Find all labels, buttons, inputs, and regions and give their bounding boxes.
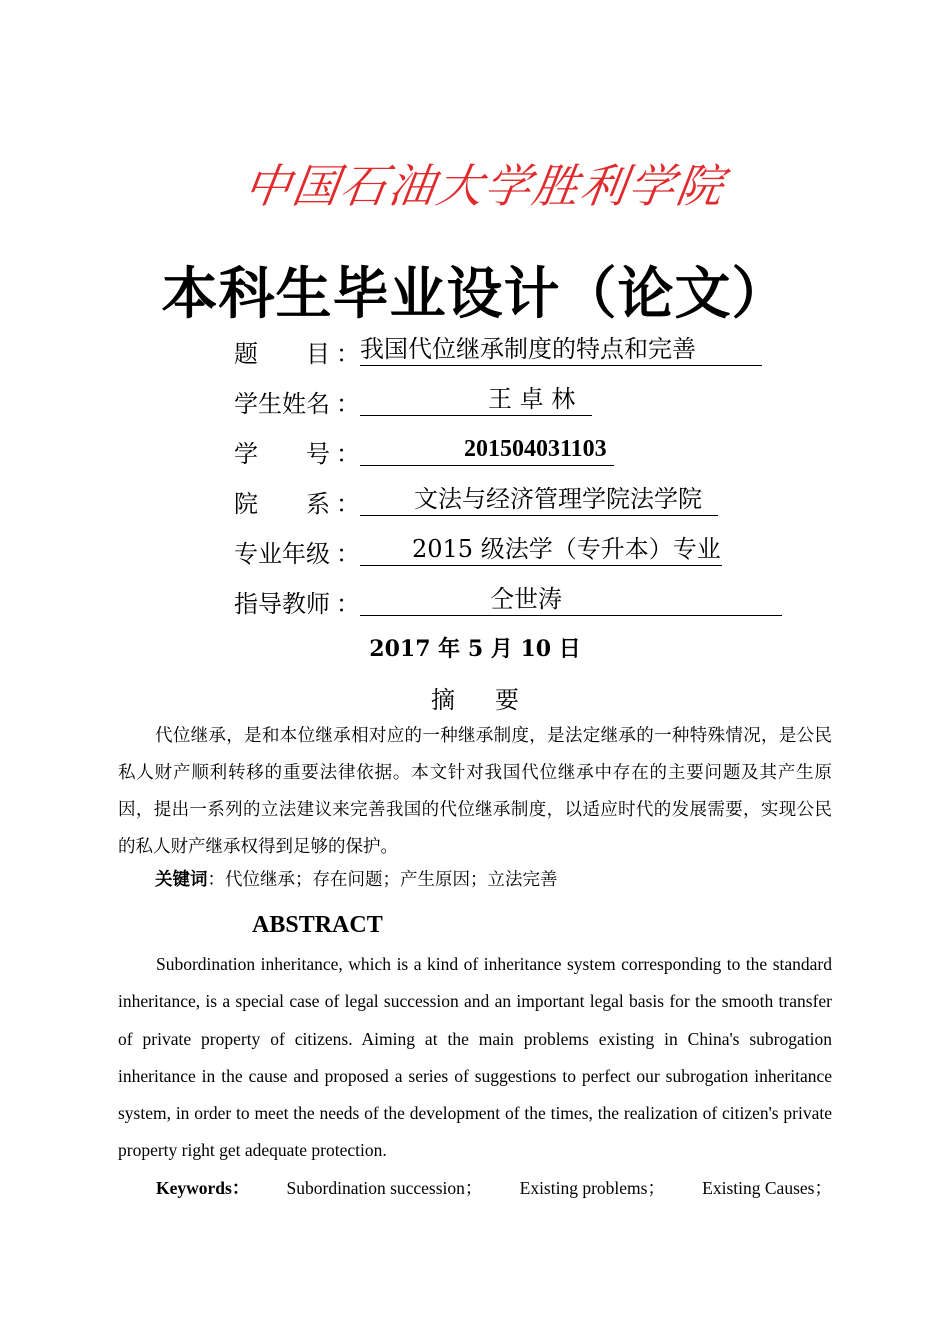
- field-advisor-value: 仝世涛: [490, 585, 562, 613]
- keywords-en-item: Subordination succession；: [286, 1178, 483, 1198]
- abstract-cn-heading: 摘要: [431, 686, 559, 714]
- field-dept-value: 文法与经济管理学院法学院: [414, 485, 702, 513]
- keywords-cn-label: 关键词: [155, 870, 208, 890]
- field-colon: ：: [336, 390, 360, 418]
- keywords-en: [156, 1175, 832, 1200]
- field-student-value: 王 卓 林: [488, 385, 576, 413]
- abstract-cn-body: 代位继承，是和本位继承相对应的一种继承制度，是法定继承的一种特殊情况，是公民私人财产顺利转移的重要法律依据。本文针对我国代位继承中存在的主要问题及其产生原因，提出一系列的立法建议来完善我国的代位继承制度，以适应时代的发展需要，实现公民的私人财产继承权得到足够的保护。: [118, 726, 832, 857]
- field-advisor-label: 指导教师: [234, 590, 330, 618]
- field-advisor-value-line: [360, 584, 782, 616]
- field-major-value: 2015 级法学（专升本）专业: [412, 535, 721, 563]
- keywords-en-item: Existing Causes；: [702, 1178, 832, 1198]
- page-title: 本科生毕业设计（论文）: [161, 261, 789, 327]
- abstract-en-body: Subordination inheritance, which is a kind of inheritance system corresponding to the standard inheritance, is a special case of legal succession and an important legal basis for the smooth transfer of private property of citizens. Aiming at the main problems existing in China's subrogation inheritance in the cause and proposed a series of suggestions to perfect our subrogation inheritance system, in order to meet the needs of the development of the times, the realization of citizen's private property right get adequate protection.: [118, 954, 832, 1161]
- field-dept-label: 院 系: [234, 490, 330, 518]
- university-logo-text: 中国石油大学胜利学院: [240, 159, 729, 213]
- field-colon: ：: [336, 340, 360, 368]
- keywords-cn-values: 代位继承；存在问题；产生原因；立法完善: [225, 870, 558, 890]
- keywords-en-label: Keywords：: [156, 1178, 250, 1198]
- field-dept-value-line: [360, 484, 718, 516]
- field-colon: ：: [336, 490, 360, 518]
- field-student-no-value-line: [360, 434, 614, 466]
- field-topic-value-line: [360, 334, 762, 366]
- field-student-no-value: 201504031103: [464, 436, 607, 462]
- field-topic-value: 我国代位继承制度的特点和完善: [360, 335, 696, 363]
- field-major-value-line: [360, 534, 722, 566]
- field-colon: ：: [336, 440, 360, 468]
- field-topic-label: 题 目: [234, 340, 330, 368]
- field-student-value-line: [360, 384, 592, 416]
- keywords-cn: [155, 866, 558, 891]
- field-colon: ：: [336, 540, 360, 568]
- field-colon: ：: [336, 590, 360, 618]
- field-student-label: 学生姓名: [234, 390, 330, 418]
- university-logo: [240, 150, 729, 213]
- keywords-cn-colon: ：: [207, 870, 225, 890]
- keywords-en-item: Existing problems；: [519, 1178, 665, 1198]
- submission-date: 2017 年 5 月 10 日: [369, 636, 581, 662]
- field-major-label: 专业年级: [234, 540, 330, 568]
- abstract-en-heading: ABSTRACT: [252, 912, 383, 938]
- field-student-no-label: 学 号: [234, 440, 330, 468]
